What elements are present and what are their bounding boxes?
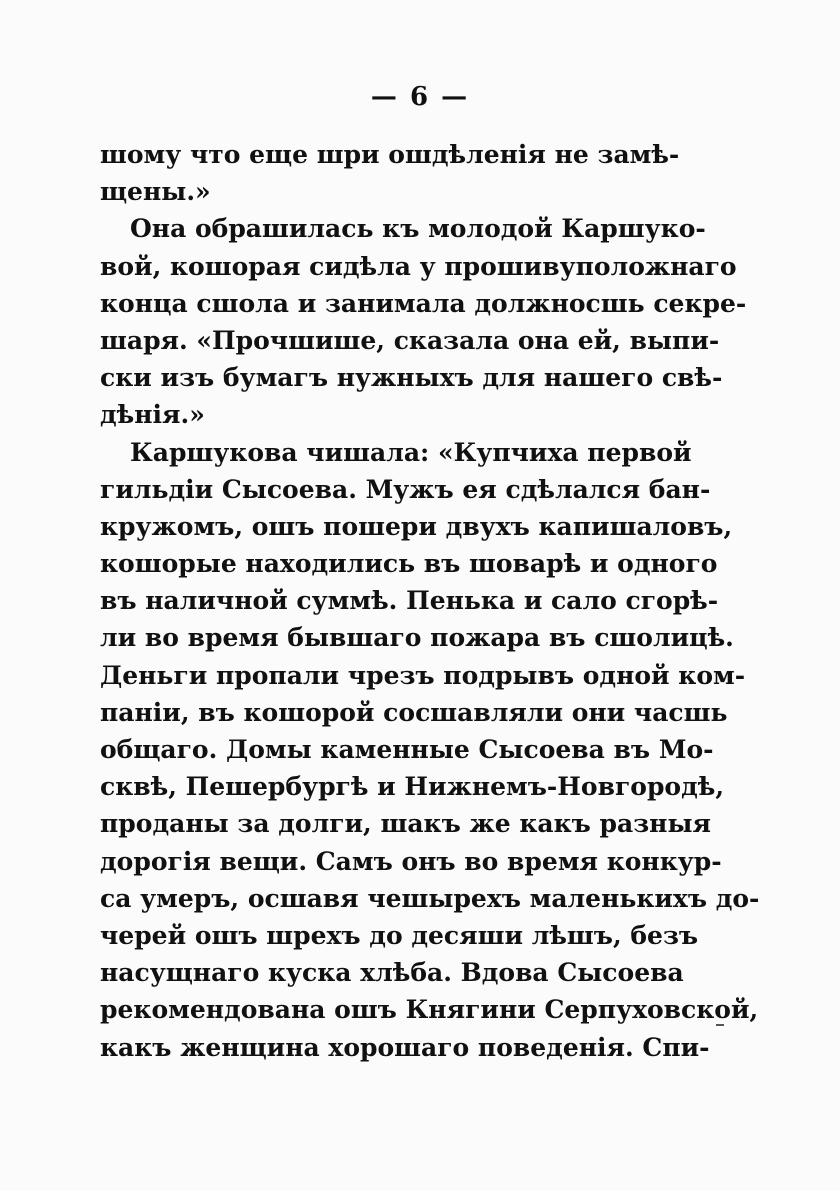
text-line: гильдіи Сысоева. Мужъ ея сдѣлался бан- — [100, 474, 711, 504]
text-line: ли во время бывшаго пожара въ сшолицѣ. — [100, 623, 734, 653]
text-line: черей ошъ шрехъ до десяши лѣшъ, безъ — [100, 920, 699, 950]
text-line: Она обрашилась къ молодой Каршуко- — [130, 214, 706, 244]
body-text — [100, 140, 760, 1070]
text-line: са умеръ, осшавя чешырехъ маленькихъ до- — [100, 883, 760, 913]
text-line: вой, кошорая сидѣла у прошивуположнаго — [100, 251, 737, 281]
text-line: въ наличной суммѣ. Пенька и сало сгорѣ- — [100, 586, 719, 616]
text-line: Деньги пропали чрезъ подрывъ одной ком- — [100, 660, 746, 690]
text-line: ски изъ бумагъ нужныхъ для нашего свѣ- — [100, 363, 723, 393]
text-line: кошорые находились въ шоварѣ и одного — [100, 549, 718, 579]
text-line: Каршукова чишала: «Купчиха первой — [130, 437, 692, 467]
text-line: какъ женщина хорошаго поведенія. Спи- — [100, 1032, 710, 1062]
text-line: дѣнія.» — [100, 400, 205, 430]
text-line: конца сшола и занимала должносшь секре- — [100, 288, 747, 318]
text-line: сквѣ, Пешербургѣ и Нижнемъ-Новгородѣ, — [100, 772, 725, 802]
text-line: насущнаго куска хлѣба. Вдова Сысоева — [100, 958, 684, 988]
text-line: кружомъ, ошъ пошери двухъ капишаловъ, — [100, 511, 733, 541]
text-line: дорогія вещи. Самъ онъ во время конкур- — [100, 846, 722, 876]
text-line: проданы за долги, шакъ же какъ разныя — [100, 809, 711, 839]
text-line: шаря. «Прочшише, сказала она ей, выпи- — [100, 325, 720, 355]
text-line: общаго. Домы каменные Сысоева въ Мо- — [100, 735, 714, 764]
page-number: — 6 — — [370, 82, 470, 112]
text-line: щены.» — [100, 177, 211, 207]
ink-smudge — [716, 1024, 724, 1026]
text-line: шому что еще шри ошдѣленія не замѣ- — [100, 140, 680, 169]
text-line: рекомендована ошъ Княгини Серпуховской, — [100, 995, 759, 1025]
text-line: паніи, въ кошорой сосшавляли они часшь — [100, 697, 728, 727]
